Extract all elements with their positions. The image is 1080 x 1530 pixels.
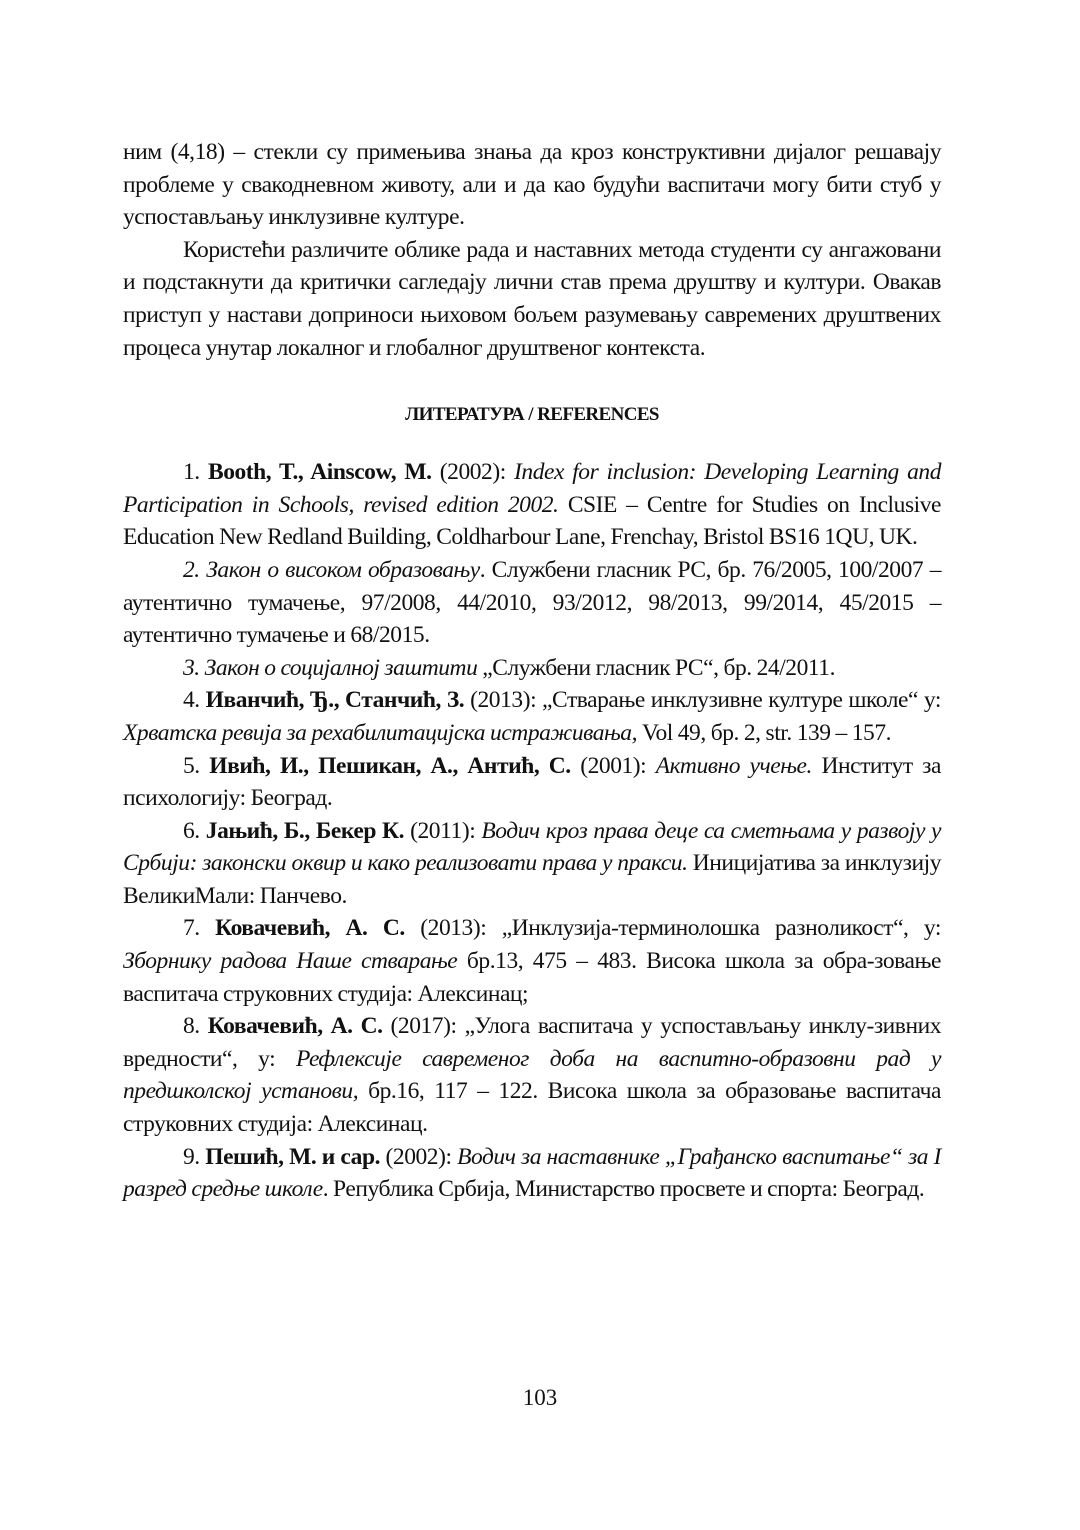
reference-authors: Иванчић, Ђ., Станчић, З. [205, 687, 465, 714]
reference-title: Рефлексије савременог доба на васпитно-образовни рад у предшколској установи, [123, 1045, 941, 1105]
reference-entry [123, 1010, 941, 1140]
reference-title: Index for inclusion: Developing Learning and Participation in Schools, revised edition 2002. [123, 459, 941, 518]
reference-entry [123, 554, 941, 652]
reference-text: Институт за психологију: Београд. [123, 752, 941, 812]
reference-text: „Службени гласник РС“, бр. 24/2011. [477, 654, 836, 681]
reference-text: 5. [183, 752, 210, 779]
reference-entry [123, 684, 941, 749]
reference-text: 6. [183, 817, 206, 844]
reference-authors: Пешић, М. и сар. [205, 1143, 381, 1170]
reference-title: 3. Закон о социјалној заштити [183, 654, 478, 681]
references-list [123, 456, 941, 1206]
reference-entry [123, 815, 941, 913]
reference-text: 8. [183, 1013, 208, 1040]
reference-title: Хрватска ревија за рехабилитацијска истраживања, [123, 719, 638, 746]
reference-text: (2013): „Инклузија-терминолошка разноликост“, у: [404, 915, 941, 942]
reference-text: (2013): „Стварање инклузивне културе школе“ у: [464, 687, 941, 714]
reference-title: Активно учење. [655, 752, 812, 779]
reference-text: бр.16, 117 – 122. Висока школа за образовање васпитача струковних студија: Алексинац. [123, 1078, 942, 1138]
reference-text: (2001): [570, 752, 656, 779]
reference-text: . Службени гласник РС, бр. 76/2005, 100/2007 – аутентично тумачење, 97/2008, 44/2010, 93/2012, 98/2013, 99/2014, 45/2015 – аутентично тумачење и 68/2015. [123, 556, 941, 649]
reference-text: 9. [183, 1143, 206, 1170]
reference-authors: Јањић, Б., Бекер К. [205, 817, 405, 844]
reference-text: (2011): [404, 817, 482, 844]
reference-title: Зборнику радова Наше стварање [123, 948, 458, 975]
reference-text: 7. [183, 915, 216, 942]
reference-authors: Ивић, И., Пешикан, А., Антић, С. [209, 752, 571, 779]
reference-authors: Booth, T., Ainscow, M. [207, 459, 432, 486]
reference-authors: Ковачевић, А. С. [215, 915, 405, 942]
reference-text: (2017): „Улога васпитача у успостављању инклу-зивних вредности“, у: [123, 1013, 941, 1072]
page-content [123, 136, 941, 1206]
reference-title: Водич кроз права деце са сметњама у развоју у Србији: законски оквир и како реализовати права у пракси. [123, 817, 941, 877]
reference-title: 2. Закон о високом образовању [183, 556, 480, 583]
reference-text: 1. [183, 459, 208, 486]
reference-text: Vol 49, бр. 2, str. 139 – 157. [637, 719, 892, 746]
reference-text: (2002): [380, 1143, 458, 1170]
reference-text: 4. [183, 687, 206, 714]
reference-entry [123, 912, 941, 1010]
reference-entry [123, 750, 941, 815]
reference-text: (2002): [431, 459, 515, 486]
reference-text: CSIE – Centre for Studies on Inclusive Education New Redland Building, Coldharbour Lane, Frenchay, Bristol BS16 1QU, UK. [123, 491, 941, 551]
body-paragraph-continuation: ним (4,18) – стекли су примењива знања да кроз конструктивни дијалог решавају проблеме у свакодневном животу, али и да као будући васпитачи могу бити стуб у успостављању инклузивне културе. [123, 139, 941, 231]
references-heading: ЛИТЕРАТУРА / REFERENCES [405, 404, 659, 426]
reference-entry [123, 1141, 941, 1206]
reference-entry [123, 456, 941, 554]
reference-entry [123, 652, 941, 685]
body-paragraph: Користећи различите облике рада и наставних метода студенти су ангажовани и подстакнути да критички сагледају лични став према друштву и култури. Овакав приступ у настави доприноси њиховом бољем разумевању савремених друштвених процеса унутар локалног и глобалног друштвеног контекста. [123, 236, 941, 361]
page-number: 103 [522, 1385, 558, 1410]
reference-text: бр.13, 475 – 483. Висока школа за обра-зовање васпитача струковних студија: Алексинац; [123, 948, 941, 1007]
reference-text: . Република Србија, Министарство просвете и спорта: Београд. [322, 1176, 925, 1203]
reference-authors: Ковачевић, А. С. [207, 1013, 383, 1040]
reference-title: Водич за наставнике „Грађанско васпитање“ за I разред средње школе [123, 1143, 941, 1203]
reference-text: Иницијатива за инклузију ВеликиМали: Панчево. [123, 850, 941, 909]
